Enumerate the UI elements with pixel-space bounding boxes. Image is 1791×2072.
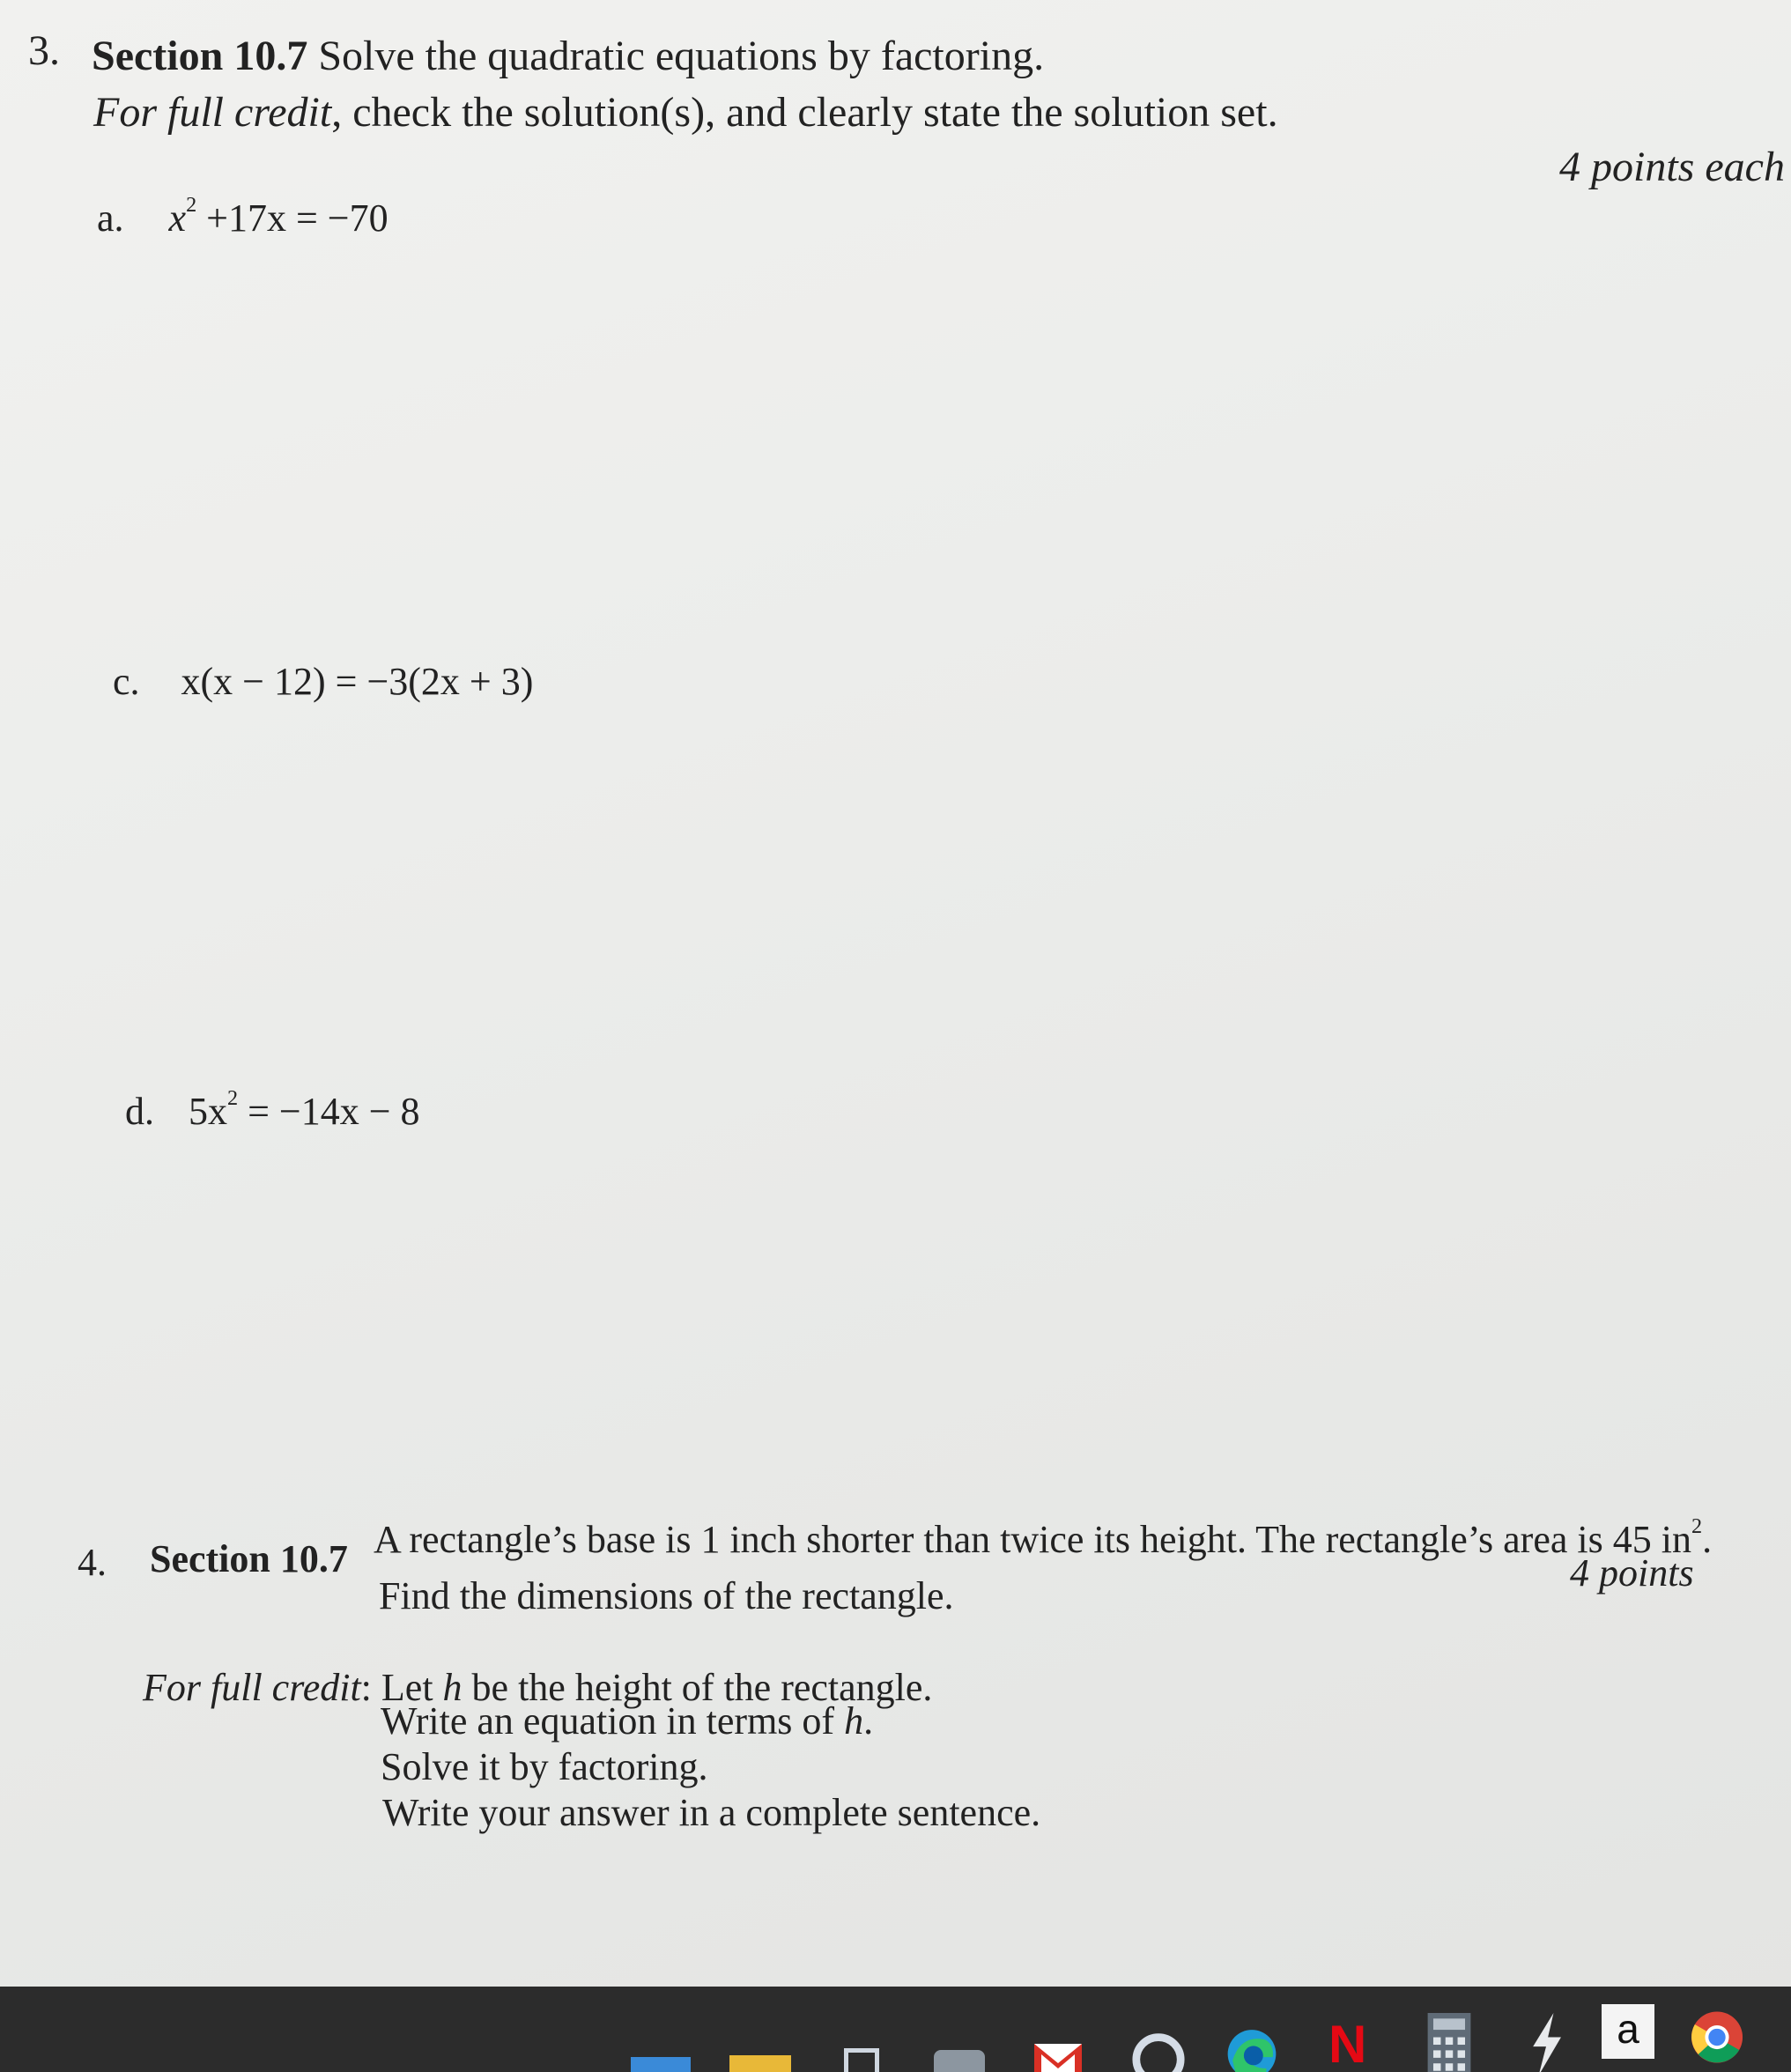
file-explorer-icon[interactable] [729,2055,791,2072]
problem-4-section: Section 10.7 [150,1537,348,1580]
problem-3-instruction: Solve the quadratic equations by factoring. [318,33,1045,79]
step-3: Solve it by factoring. [381,1745,708,1788]
app-icon[interactable] [1519,2013,1573,2072]
problem-4-number: 4. [78,1541,107,1584]
credit-italic: For full credit [93,89,332,136]
amazon-icon[interactable]: a [1602,2004,1654,2059]
item-c [113,659,533,704]
item-c-label: c. [113,660,140,703]
gmail-icon[interactable] [1031,2029,1085,2072]
credit-text: , check the solution(s), and clearly state the solution set. [331,89,1278,136]
item-a-equation: $x^2 +17x = -70$ [168,193,389,240]
problem-3-credit-line [93,88,1278,137]
item-d-equation: $5x^2 = -14x - 8$ [189,1086,420,1133]
problem-3-section: Section 10.7 [92,33,308,79]
netflix-icon[interactable]: N [1328,2015,1367,2072]
store-icon[interactable] [844,2048,879,2072]
item-c-equation: x(x − 12) = −3(2x + 3) [181,660,534,703]
step-1: Let h be the height of the rectangle. [381,1666,933,1709]
problem-4-points: 4 points [1570,1551,1694,1595]
problem-3-number: 3. [28,27,60,74]
item-a-label: a. [97,196,124,240]
problem-4-text: A rectangle’s base is 1 inch shorter than twice its height. The rectangle’s area is 45 $in^2$. [374,1514,1713,1561]
step-2: Write an equation in terms of h. [381,1699,874,1743]
step-4: Write your answer in a complete sentence. [382,1791,1041,1834]
edge-icon[interactable] [1225,2018,1279,2072]
item-a [97,193,389,240]
problem-3-points: 4 points each [1559,144,1785,190]
chrome-icon[interactable] [1690,2006,1744,2068]
item-d [125,1086,420,1134]
cortana-icon[interactable] [1131,2022,1186,2072]
folder-icon[interactable] [631,2057,691,2072]
problem-3-title [92,32,1044,80]
camera-icon[interactable] [934,2050,985,2072]
problem-4-line2: Find the dimensions of the rectangle. [379,1574,954,1617]
taskbar [0,1987,1791,2072]
calculator-icon[interactable] [1422,2013,1476,2072]
problem-4-credit: For full credit: Let h be the height of the rectangle. [143,1666,933,1709]
item-d-label: d. [125,1090,154,1133]
